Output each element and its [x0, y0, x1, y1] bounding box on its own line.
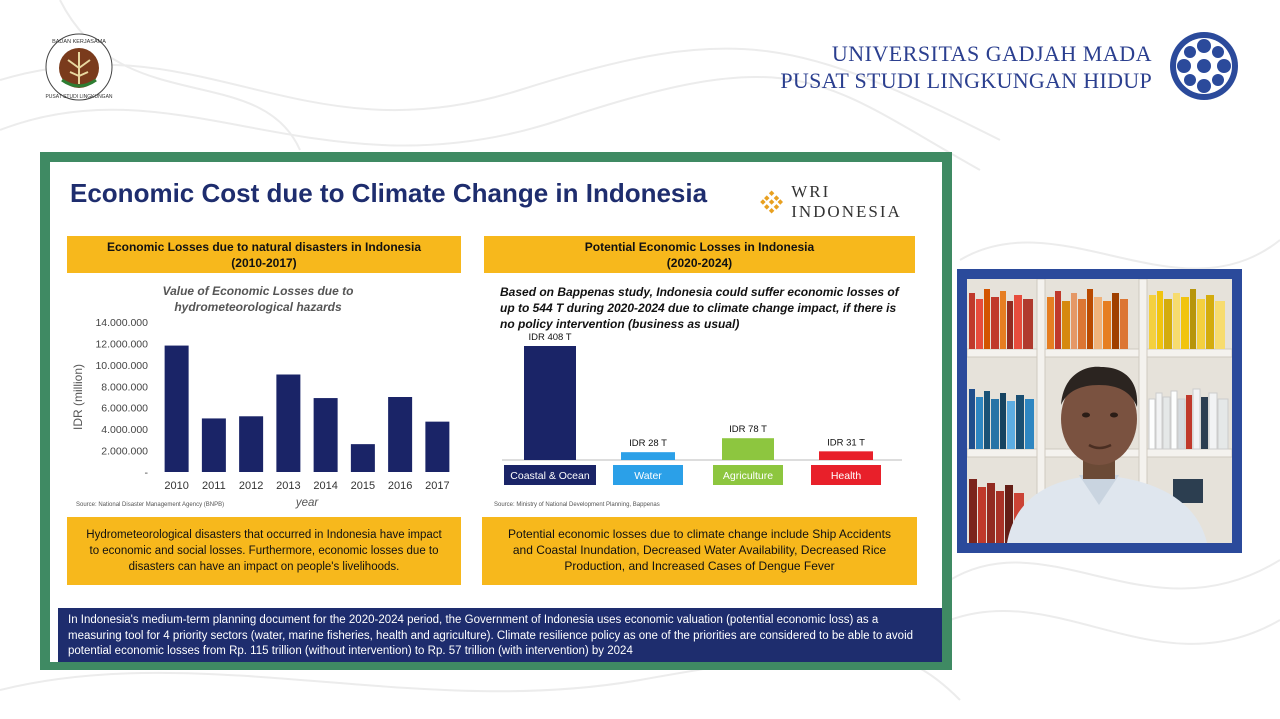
left-heading: [67, 236, 461, 273]
left-chart-title-line2: hydrometeorological hazards: [174, 300, 342, 314]
left-summary-box: [67, 517, 461, 585]
bar: [524, 346, 576, 460]
y-tick-label: 8.000.000: [101, 381, 148, 394]
x-tick-label: 2012: [238, 480, 264, 492]
right-summary-line1: Potential economic losses due to climate change include Ship Accidents: [508, 527, 891, 541]
left-chart-title: [138, 283, 378, 315]
data-label: IDR 31 T: [827, 437, 865, 449]
bar: [276, 375, 300, 473]
data-label: IDR 28 T: [629, 438, 667, 450]
university-name: UNIVERSITAS GADJAH MADA: [831, 41, 1152, 66]
x-tick-label: 2017: [425, 480, 450, 492]
x-tick-label: 2011: [202, 480, 226, 492]
left-summary-line1: Hydrometeorological disasters that occurred in Indonesia have impact: [86, 529, 442, 541]
bar: [722, 438, 774, 460]
category-label: Water: [634, 470, 662, 482]
wri-logo: [760, 182, 942, 222]
category-label: Coastal & Ocean: [510, 470, 590, 482]
slide-title: Economic Cost due to Climate Change in Indonesia: [70, 178, 708, 208]
center-name: PUSAT STUDI LINGKUNGAN HIDUP: [780, 68, 1152, 93]
category-label: Agriculture: [722, 470, 774, 482]
y-tick-label: 10.000.000: [95, 359, 148, 372]
right-source: Source: Ministry of National Development Planning, Bappenas: [494, 502, 660, 508]
bar: [819, 451, 873, 460]
left-heading-line2: (2010-2017): [231, 256, 297, 270]
x-axis-label: year: [295, 497, 319, 509]
svg-text:BADAN KERJASAMA: BADAN KERJASAMA: [52, 39, 106, 45]
presentation-slide: [40, 152, 952, 670]
x-tick-label: 2014: [313, 480, 338, 492]
x-tick-label: 2013: [276, 480, 301, 492]
right-summary-box: [482, 517, 917, 585]
category-label: Health: [830, 470, 862, 482]
left-chart-title-line1: Value of Economic Losses due to: [162, 284, 354, 298]
bar: [621, 452, 675, 460]
x-tick-label: 2016: [387, 480, 413, 492]
y-tick-label: -: [144, 467, 148, 479]
speaker-webcam-image: [967, 279, 1232, 543]
bar: [314, 398, 338, 472]
right-heading: [484, 236, 915, 273]
bar: [202, 418, 226, 472]
wri-mark-icon: [760, 190, 783, 214]
slide-content: [50, 162, 942, 662]
bar: [425, 422, 449, 472]
y-axis-label: IDR (million): [71, 364, 85, 430]
left-summary-line3: disasters can have an impact on people's livelihoods.: [128, 561, 400, 573]
data-label: IDR 78 T: [729, 424, 767, 436]
wri-brand-text: WRI INDONESIA: [791, 182, 902, 221]
left-source: Source: National Disaster Management Agency (BNPB): [76, 502, 225, 508]
y-tick-label: 4.000.000: [101, 424, 148, 437]
y-tick-label: 6.000.000: [101, 402, 148, 415]
economic-losses-bar-chart: [68, 312, 458, 512]
speaker-video: [967, 279, 1232, 543]
x-tick-label: 2015: [350, 480, 376, 492]
policy-summary-bar: In Indonesia's medium-term planning document for the 2020-2024 period, the Government of Indonesia uses economic valuation (potential economic loss) as a measuring tool for 4 priority sectors (water, marine fisheries, health and agriculture). Climate resilience policy as one of the priorities are considered to be able to avoid potential economic losses from Rp. 115 trillion (without intervention) to Rp. 57 trillion (with intervention) by 2024: [58, 608, 942, 662]
svg-text:PUSAT STUDI LINGKUNGAN: PUSAT STUDI LINGKUNGAN: [45, 94, 113, 100]
bar: [239, 416, 263, 472]
potential-losses-bar-chart: [502, 332, 912, 500]
y-tick-label: 2.000.000: [101, 445, 148, 458]
right-summary-line2: and Coastal Inundation, Decreased Water Availability, Decreased Rice: [512, 543, 887, 557]
x-tick-label: 2010: [164, 480, 189, 492]
bappenas-study-text: Based on Bappenas study, Indonesia could suffer economic losses of up to 544 T during 2020-2024 due to climate change impact, if there is no policy intervention (business as usual): [500, 285, 899, 331]
ugm-seal-logo: [1168, 30, 1240, 102]
bkpsl-logo: [44, 32, 114, 102]
y-tick-label: 12.000.000: [95, 338, 148, 351]
right-heading-line2: (2020-2024): [666, 256, 733, 270]
right-summary-line3: Production, and Increased Cases of Dengue Fever: [564, 559, 835, 573]
y-tick-label: 14.000.000: [95, 317, 148, 329]
left-summary-line2: to economic and social losses. Furthermore, economic losses due to: [89, 545, 439, 557]
institution-header: [780, 40, 1152, 94]
bar: [351, 444, 375, 472]
right-heading-line1: Potential Economic Losses in Indonesia: [584, 240, 815, 254]
bar: [388, 397, 412, 472]
left-heading-line1: Economic Losses due to natural disasters in Indonesia: [106, 240, 422, 254]
bar: [165, 346, 189, 472]
speaker-video-tile[interactable]: [957, 269, 1242, 553]
data-label: IDR 408 T: [528, 332, 572, 343]
